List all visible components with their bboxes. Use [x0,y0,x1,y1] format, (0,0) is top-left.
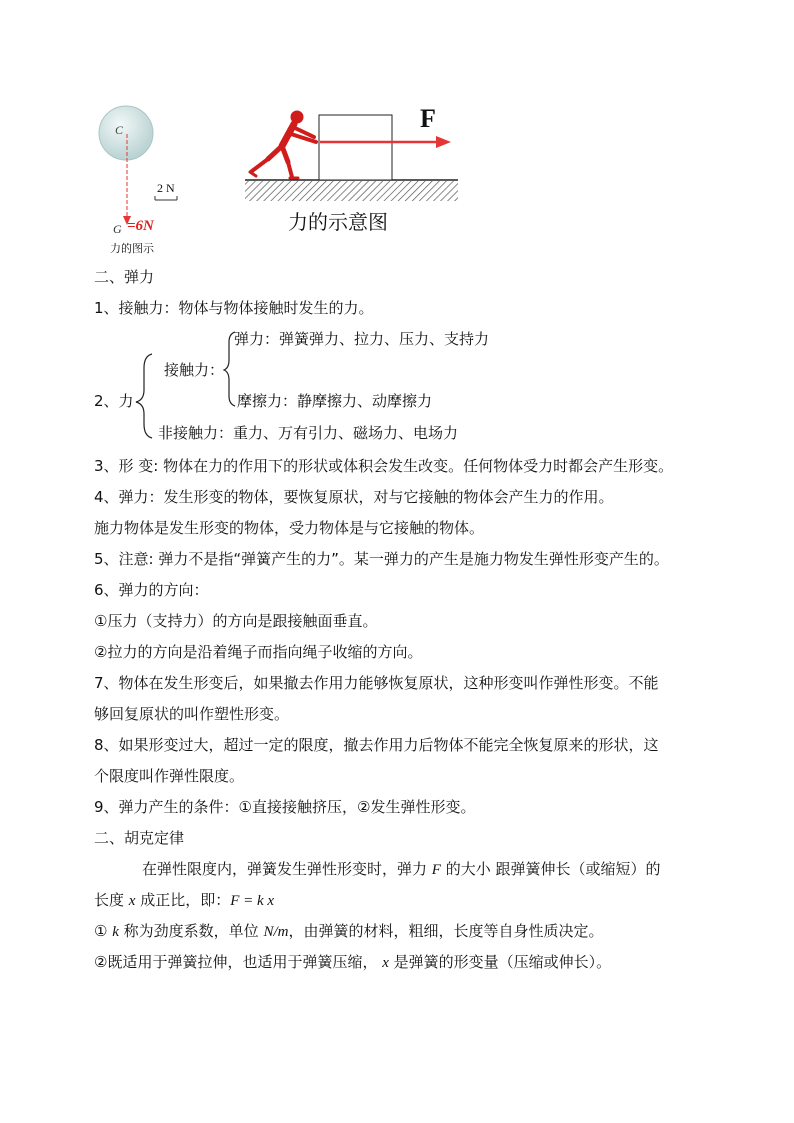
hooke-l2-a: 长度 [94,891,129,909]
item-7a: 7、物体在发生形变后，如果撤去作用力能够恢复原状，这种形变叫作弹性形变。不能 [94,674,659,692]
gravity-value: =6N [127,218,154,234]
hooke-line-1 [142,859,661,880]
scale-label: 2 N [157,181,175,195]
unit-n-per-m: N/m [263,924,289,940]
symbol-x: x [128,893,136,909]
symbol-x-2: x [382,955,389,971]
hooke-line-3 [94,921,603,942]
hooke-l4-a: ②既适用于弹簧拉伸，也适用于弹簧压缩， [94,953,383,971]
item-9: 9、弹力产生的条件：①直接接触挤压，②发生弹性形变。 [94,798,476,816]
hooke-line-2 [94,890,274,911]
hooke-l3-b: 称为劲度系数，单位 [118,922,264,940]
section-heading-hooke: 二、胡克定律 [94,829,185,847]
force-diagram-figure [96,104,206,254]
force-classification [94,328,524,444]
item-1: 1、接触力：物体与物体接触时发生的力。 [94,299,374,317]
item-7b: 够回复原状的叫作塑性形变。 [94,705,290,723]
ball-label: C [115,123,124,137]
symbol-F: F [431,862,441,878]
hooke-l3-c: ，由弹簧的材料，粗细，长度等自身性质决定。 [288,922,604,940]
gravity-symbol: G [113,222,122,236]
force-label: F [420,104,436,133]
item-8a: 8、如果形变过大，超过一定的限度，撤去作用力后物体不能完全恢复原来的形状，这 [94,736,659,754]
item-5: 5、注意: 弹力不是指“弹簧产生的力”。某一弹力的产生是施力物发生弹性形变产生的。 [94,550,669,568]
item-6a: ①压力（支持力）的方向是跟接触面垂直。 [94,612,378,630]
hooke-l1-b: 的大小 跟弹簧伸长（或缩短）的 [440,860,661,878]
hooke-l3-a: ① [94,922,113,940]
item-6: 6、弹力的方向： [94,581,209,599]
block [319,115,392,180]
person-figure [250,111,316,178]
force-arrowhead [436,136,451,148]
ball [99,106,153,160]
figure-caption-left: 力的图示 [110,242,154,255]
tree-root: 2、力 [94,392,134,410]
item-4b: 施力物体是发生形变的物体，受力物体是与它接触的物体。 [94,519,485,537]
hooke-l1-a: 在弹性限度内，弹簧发生弹性形变时，弹力 [142,860,432,878]
symbol-k: k [112,924,119,940]
tree-elastic: 弹力：弹簧弹力、拉力、压力、支持力 [234,330,490,348]
item-3: 3、形 变: 物体在力的作用下的形状或体积会发生改变。任何物体受力时都会产生形变。 [94,457,674,475]
figure-caption-right: 力的示意图 [288,210,388,234]
hooke-l4-b: 是弹簧的形变量（压缩或伸长）。 [388,953,612,971]
force-schematic-figure [240,104,470,234]
item-6b: ②拉力的方向是沿着绳子而指向绳子收缩的方向。 [94,643,423,661]
item-4: 4、弹力：发生形变的物体，要恢复原状，对与它接触的物体会产生力的作用。 [94,488,614,506]
hooke-formula: F = k x [230,893,275,909]
hooke-l2-b: 成正比，即： [135,891,231,909]
item-8b: 个限度叫作弹性限度。 [94,767,245,785]
tree-friction: 摩擦力：静摩擦力、动摩擦力 [237,392,433,410]
tree-noncontact: 非接触力：重力、万有引力、磁场力、电场力 [158,424,459,442]
hooke-line-4 [94,952,611,973]
ground-hatch [245,181,458,201]
tree-contact: 接触力： [164,361,225,379]
section-heading-elastic: 二、弹力 [94,268,155,286]
